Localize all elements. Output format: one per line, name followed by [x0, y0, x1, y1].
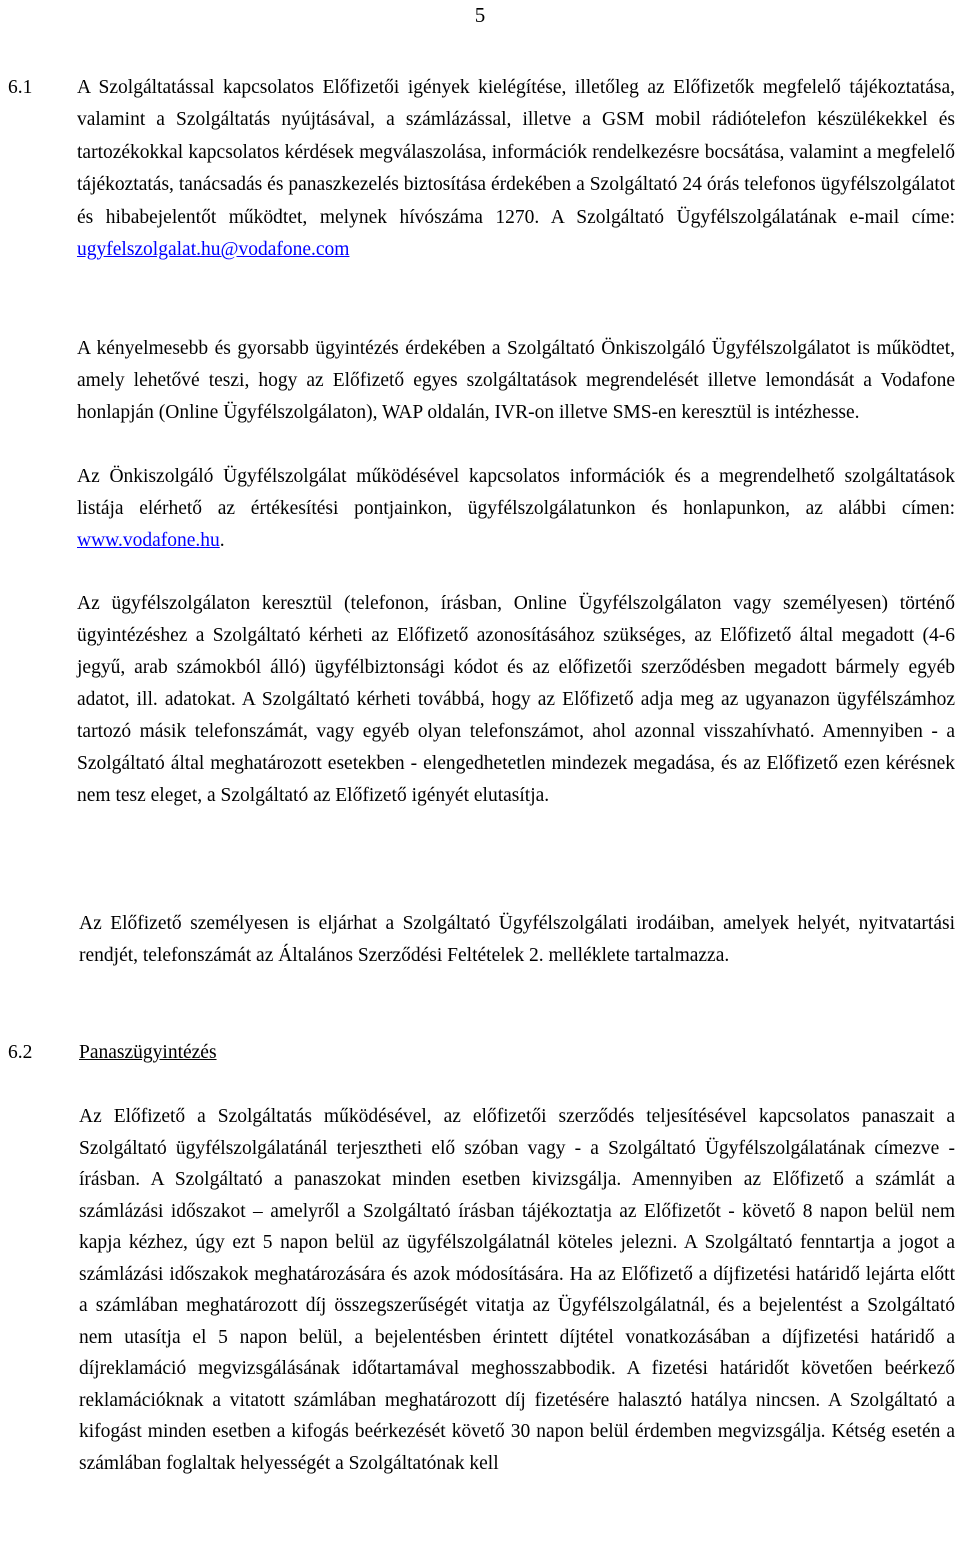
paragraph-text: Az Előfizető a Szolgáltatás működésével, az előfizetői szerződés teljesítésével kapcsolatos panaszait a Szolgáltató ügyfélszolgálatánál terjesztheti elő szóban vagy - a Szolgáltató Ügyfélszolgálatának címezve - írásban. A Szolgáltató a panaszokat minden esetben kivizsgálja. Amennyiben az Előfizető a számlát a számlázási időszakot – amelyről a Szolgáltató írásban tájékoztatja az Előfizetőt - követő 8 napon belül nem kapja kézhez, úgy ezt 5 napon belül az ügyfélszolgálatnál köteles jelezni. A Szolgáltató fenntartja a jogot a számlázási időszakok meghatározására és azok módosítására. Ha az Előfizető a díjfizetési határidő lejárta előtt a számlában meghatározott díj összegszerűségét vitatja az Ügyfélszolgálatnál, és a bejelentést a Szolgáltató nem utasítja el 5 napon belül, a bejelentésben érintett díjtétel vonatkozásában a díjfizetési határidő a díjreklamáció megvizsgálásának időtartamával meghosszabbodik. A fizetési határidőt követően beérkező reklamációknak a vitatott számlában meghatározott díj fizetésére halasztó hatálya nincsen. A Szolgáltató a kifogást minden esetben a kifogás beérkezését követő 30 napon belül érdemben megvizsgálja. Kétség esetén a számlában foglaltak helyességét a Szolgáltatónak kell: [79, 1106, 955, 1474]
section-6-2-title: [79, 1037, 957, 1069]
paragraph-text: A kényelmesebb és gyorsabb ügyintézés érdekében a Szolgáltató Önkiszolgáló Ügyfélszolgálatot is működtet, amely lehetővé teszi, hogy az Előfizető egyes szolgáltatások megrendelését illetve lemondását a Vodafone honlapján (Online Ügyfélszolgálaton), WAP oldalán, IVR-on illetve SMS-en keresztül is intézhesse.: [77, 338, 955, 423]
paragraph-text: Az Előfizető személyesen is eljárhat a Szolgáltató Ügyfélszolgálati irodáiban, amelyek helyét, nyitvatartási rendjét, telefonszámát az Általános Szerződési Feltételek 2. melléklete tartalmazza.: [79, 913, 955, 966]
page-number: 5: [474, 3, 486, 27]
section-6-1-paragraph-5: [79, 908, 955, 972]
email-link[interactable]: ugyfelszolgalat.hu@vodafone.com: [77, 239, 350, 261]
section-6-1-paragraph-3: [77, 461, 955, 557]
paragraph-text: Az Önkiszolgáló Ügyfélszolgálat működésével kapcsolatos információk és a megrendelhető szolgáltatások listája elérhető az értékesítési pontjainkon, ügyfélszolgálatunkon és honlapunkon, az alábbi címen:: [77, 466, 955, 519]
section-title: Panaszügyintézés: [79, 1042, 217, 1063]
section-number-6-1: 6.1: [8, 77, 33, 98]
paragraph-text: A Szolgáltatással kapcsolatos Előfizetői igények kielégítése, illetőleg az Előfizetők megfelelő tájékoztatása, valamint a Szolgáltatás nyújtásával, a számlázással, illetve a GSM mobil rádiótelefon készülékekkel és tartozékokkal kapcsolatos kérdések megválaszolása, információk rendelkezésre bocsátása, valamint a megfelelő tájékoztatás, tanácsadás és panaszkezelés biztosítása érdekében a Szolgáltató 24 órás telefonos ügyfélszolgálatot és hibabejelentőt működtet, melynek hívószáma 1270. A Szolgáltató Ügyfélszolgálatának e-mail címe:: [77, 77, 955, 228]
section-6-2-paragraph-1: [79, 1101, 955, 1479]
section-6-1-paragraph-2: [77, 333, 955, 429]
section-6-1-paragraph-1: [77, 72, 955, 266]
paragraph-text-end: .: [219, 529, 225, 551]
section-6-1-paragraph-4: [77, 588, 955, 812]
section-number-6-2: 6.2: [8, 1042, 33, 1063]
paragraph-text: Az ügyfélszolgálaton keresztül (telefonon, írásban, Online Ügyfélszolgálaton vagy személyesen) történő ügyintézéshez a Szolgáltató kérheti az Előfizető azonosításához szükséges, az Előfizető által megadott (4-6 jegyű, arab számokból álló) ügyfélbiztonsági kódot és az előfizetői szerződésben megadott bármely egyéb adatot, ill. adatokat. A Szolgáltató kérheti továbbá, hogy az Előfizető adja meg az ugyanazon ügyfélszámhoz tartozó másik telefonszámát, vagy egyéb olyan telefonszámot, ahol azonnal visszahívható. Amennyiben - a Szolgáltató által meghatározott esetekben - elengedhetetlen mindezek megadása, és az Előfizető ezen kérésnek nem tesz eleget, a Szolgáltató az Előfizető igényét elutasítja.: [77, 593, 955, 806]
website-link[interactable]: www.vodafone.hu: [77, 529, 220, 551]
